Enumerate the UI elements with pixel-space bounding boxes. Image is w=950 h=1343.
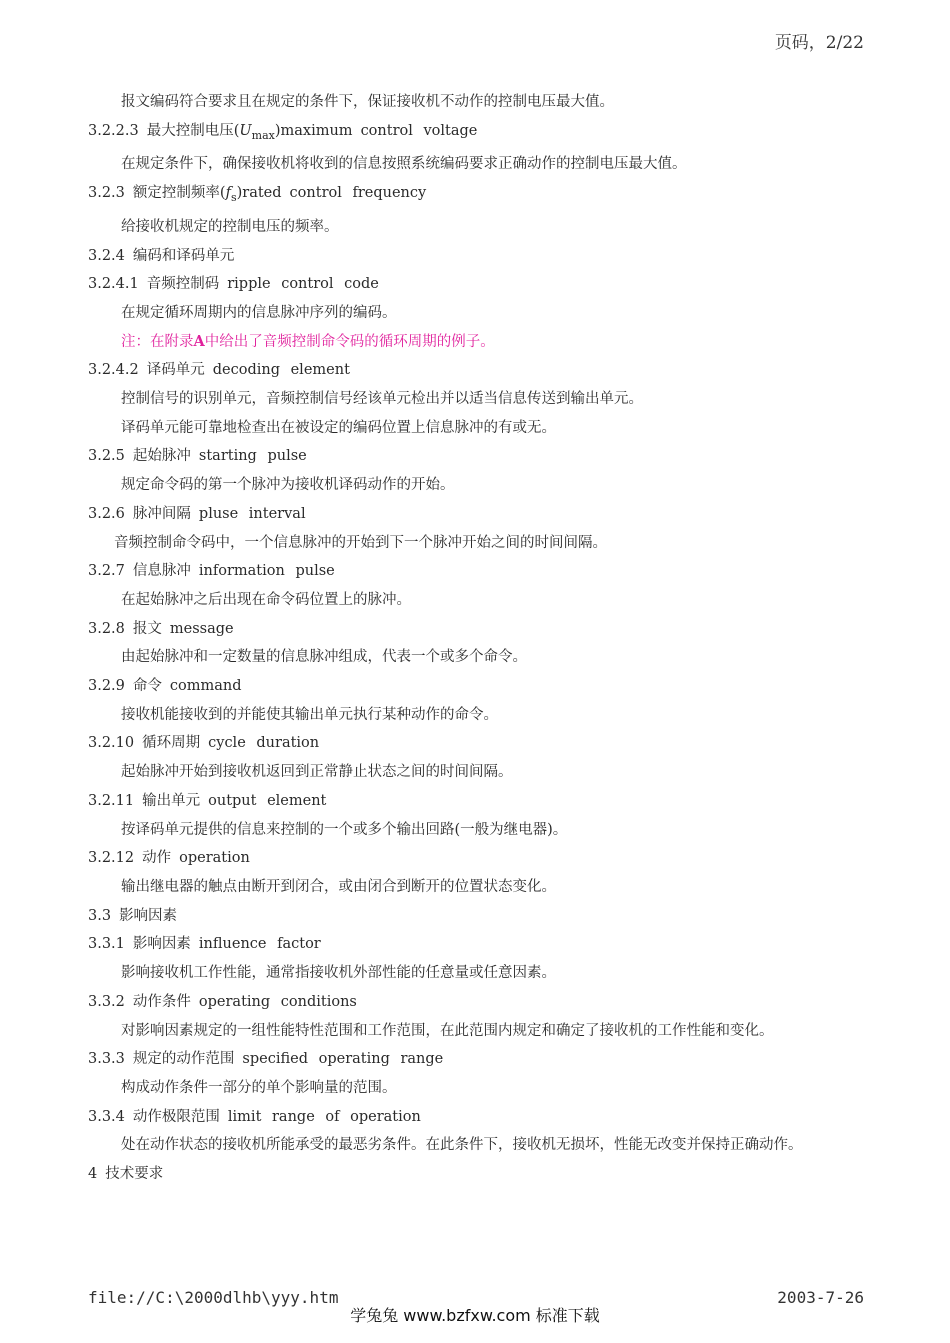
paragraph: 在规定循环周期内的信息脉冲序列的编码。 — [121, 304, 397, 321]
section-heading-3-2-12: 3.2.12 动作 operation — [88, 850, 250, 867]
paragraph: 起始脉冲开始到接收机返回到正常静止状态之间的时间间隔。 — [121, 764, 513, 781]
paragraph: 给接收机规定的控制电压的频率。 — [121, 218, 339, 235]
footer-date: 2003-7-26 — [777, 1288, 864, 1307]
section-heading-3-2-10: 3.2.10 循环周期 cycle duration — [88, 735, 320, 752]
section-heading-3-2-8: 3.2.8 报文 message — [88, 620, 234, 637]
section-heading-3-3: 3.3 影响因素 — [88, 907, 178, 924]
section-heading-3-2-2-3: 3.2.2.3 最大控制电压$(U_{max})maximum$ control voltage — [88, 122, 478, 142]
paragraph: 输出继电器的触点由断开到闭合，或由闭合到断开的位置状态变化。 — [121, 878, 556, 895]
paragraph: 按译码单元提供的信息来控制的一个或多个输出回路(一般为继电器)。 — [121, 821, 568, 838]
document-body — [88, 88, 863, 1189]
section-heading-3-3-3: 3.3.3 规定的动作范围 specified operating range — [88, 1051, 444, 1068]
section-heading-3-2-7: 3.2.7 信息脉冲 information pulse — [88, 563, 335, 580]
paragraph: 在规定条件下，确保接收机将收到的信息按照系统编码要求正确动作的控制电压最大值。 — [121, 156, 687, 173]
paragraph: 控制信号的识别单元，音频控制信号经该单元检出并以适当信息传送到输出单元。 — [121, 391, 643, 408]
section-heading-3-2-4-1: 3.2.4.1 音频控制码 ripple control code — [88, 276, 379, 293]
paragraph: 在起始脉冲之后出现在命令码位置上的脉冲。 — [121, 591, 411, 608]
section-heading-3-2-9: 3.2.9 命令 command — [88, 678, 242, 695]
watermark: 学兔兔 www.bzfxw.com 标准下载 — [350, 1306, 600, 1325]
note: 注：在附录A中给出了音频控制命令码的循环周期的例子。 — [121, 332, 495, 350]
section-heading-3-3-4: 3.3.4 动作极限范围 limit range of operation — [88, 1108, 421, 1125]
section-heading-4: 4 技术要求 — [88, 1166, 164, 1183]
paragraph: 由起始脉冲和一定数量的信息脉冲组成，代表一个或多个命令。 — [121, 649, 527, 666]
section-heading-3-2-6: 3.2.6 脉冲间隔 pluse interval — [88, 505, 306, 522]
paragraph: 对影响因素规定的一组性能特性范围和工作范围，在此范围内规定和确定了接收机的工作性能和变化。 — [121, 1022, 774, 1039]
paragraph: 音频控制命令码中，一个信息脉冲的开始到下一个脉冲开始之间的时间间隔。 — [114, 534, 607, 551]
file-path: file://C:\2000dlhb\yyy.htm — [88, 1288, 339, 1307]
paragraph: 构成动作条件一部分的单个影响量的范围。 — [121, 1079, 397, 1096]
page-number: 页码，2/22 — [774, 33, 864, 53]
paragraph: 规定命令码的第一个脉冲为接收机译码动作的开始。 — [121, 477, 455, 494]
section-heading-3-2-4-2: 3.2.4.2 译码单元 decoding element — [88, 362, 350, 379]
section-heading-3-2-4: 3.2.4 编码和译码单元 — [88, 247, 235, 264]
paragraph: 报文编码符合要求且在规定的条件下，保证接收机不动作的控制电压最大值。 — [121, 94, 614, 110]
section-heading-3-2-5: 3.2.5 起始脉冲 starting pulse — [88, 448, 307, 465]
paragraph: 译码单元能可靠地检查出在被设定的编码位置上信息脉冲的有或无。 — [121, 419, 556, 436]
section-heading-3-2-3: 3.2.3 额定控制频率$(f_s)rated$ control frequency — [88, 185, 427, 205]
paragraph: 接收机能接收到的并能使其输出单元执行某种动作的命令。 — [121, 706, 498, 723]
section-heading-3-3-1: 3.3.1 影响因素 influence factor — [88, 936, 321, 953]
section-heading-3-2-11: 3.2.11 输出单元 output element — [88, 792, 327, 809]
section-heading-3-3-2: 3.3.2 动作条件 operating conditions — [88, 993, 357, 1010]
paragraph: 处在动作状态的接收机所能承受的最恶劣条件。在此条件下，接收机无损坏，性能无改变并保持正确动作。 — [121, 1137, 803, 1154]
paragraph: 影响接收机工作性能，通常指接收机外部性能的任意量或任意因素。 — [121, 965, 556, 982]
